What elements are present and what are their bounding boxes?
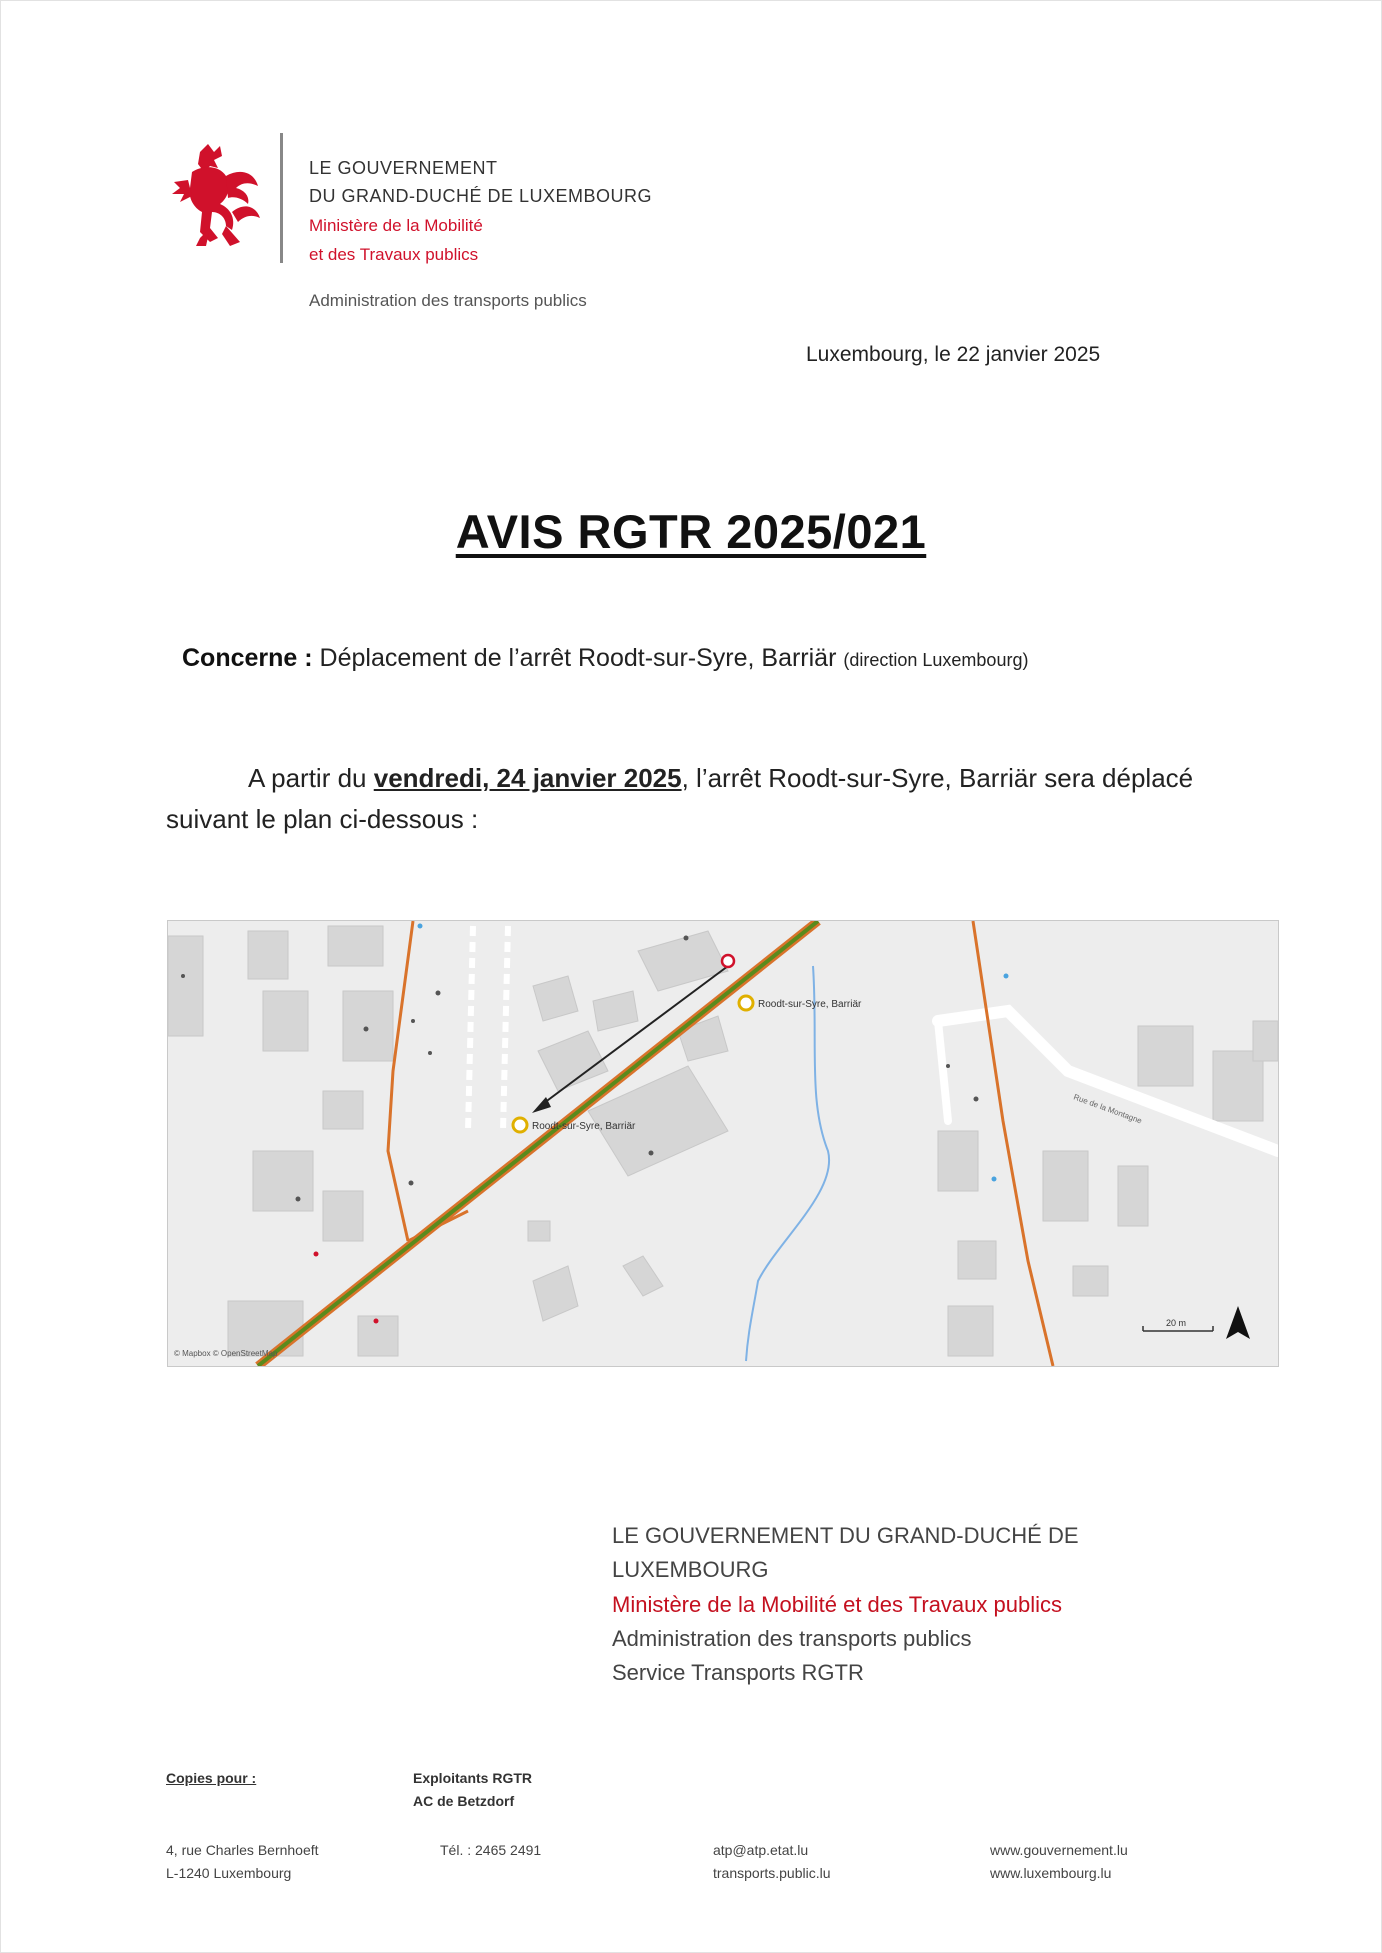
gov-line-2: DU GRAND-DUCHÉ DE LUXEMBOURG <box>309 186 653 206</box>
map-street-label: Rue de la Montagne <box>1072 1092 1144 1126</box>
concerne-line <box>182 644 1028 673</box>
concerne-note: (direction Luxembourg) <box>843 650 1029 670</box>
map-stop-marker-existing <box>739 996 753 1010</box>
body-before: A partir du <box>248 763 374 793</box>
copies-recipient-1: Exploitants RGTR <box>413 1770 533 1786</box>
stop-relocation-map <box>167 920 1279 1367</box>
body-paragraph <box>166 758 1226 840</box>
header-divider <box>280 133 283 263</box>
footer-email[interactable]: atp@atp.etat.lu <box>713 1842 809 1858</box>
map-new-stop-marker <box>513 1118 527 1132</box>
map-attribution: © Mapbox © OpenStreetMap <box>174 1349 278 1358</box>
copies-label: Copies pour : <box>166 1770 257 1786</box>
luxembourg-lion-logo <box>170 142 262 250</box>
administration-line: Administration des transports publics <box>309 291 587 310</box>
footer-address-1: 4, rue Charles Bernhoeft <box>166 1842 319 1858</box>
body-date: vendredi, 24 janvier 2025 <box>373 763 682 793</box>
footer-address-2: L-1240 Luxembourg <box>166 1865 292 1881</box>
footer-web-luxembourg[interactable]: www.luxembourg.lu <box>990 1865 1112 1881</box>
signature-line-5: Service Transports RGTR <box>612 1660 864 1685</box>
ministry-line-2: et des Travaux publics <box>309 245 479 264</box>
body-after: , l’arrêt Roodt-sur-Syre, Barriär sera déplacé suivant le plan ci-dessous : <box>166 763 1194 834</box>
footer-web-transports[interactable]: transports.public.lu <box>713 1865 831 1881</box>
map-stop-label-new: Roodt-sur-Syre, Barriär <box>532 1121 636 1132</box>
map-stop-label-existing: Roodt-sur-Syre, Barriär <box>758 999 862 1010</box>
gov-line-1: LE GOUVERNEMENT <box>309 158 498 178</box>
copies-recipient-2: AC de Betzdorf <box>413 1793 515 1809</box>
concerne-label: Concerne : <box>182 644 313 672</box>
signature-line-4: Administration des transports publics <box>612 1626 972 1651</box>
map-old-stop-marker <box>722 955 734 967</box>
document-title: AVIS RGTR 2025/021 <box>455 505 927 558</box>
ministry-line-1: Ministère de la Mobilité <box>309 216 483 235</box>
signature-line-2: LUXEMBOURG <box>612 1557 769 1582</box>
footer-web-gouvernement[interactable]: www.gouvernement.lu <box>990 1842 1128 1858</box>
footer-tel: Tél. : 2465 2491 <box>440 1842 542 1858</box>
document-date: Luxembourg, le 22 janvier 2025 <box>806 343 1101 366</box>
signature-line-1: LE GOUVERNEMENT DU GRAND-DUCHÉ DE <box>612 1523 1079 1548</box>
signature-line-3: Ministère de la Mobilité et des Travaux publics <box>612 1592 1062 1617</box>
concerne-text: Déplacement de l’arrêt Roodt-sur-Syre, Barriär <box>319 644 837 672</box>
map-scale-label: 20 m <box>1166 1318 1187 1328</box>
